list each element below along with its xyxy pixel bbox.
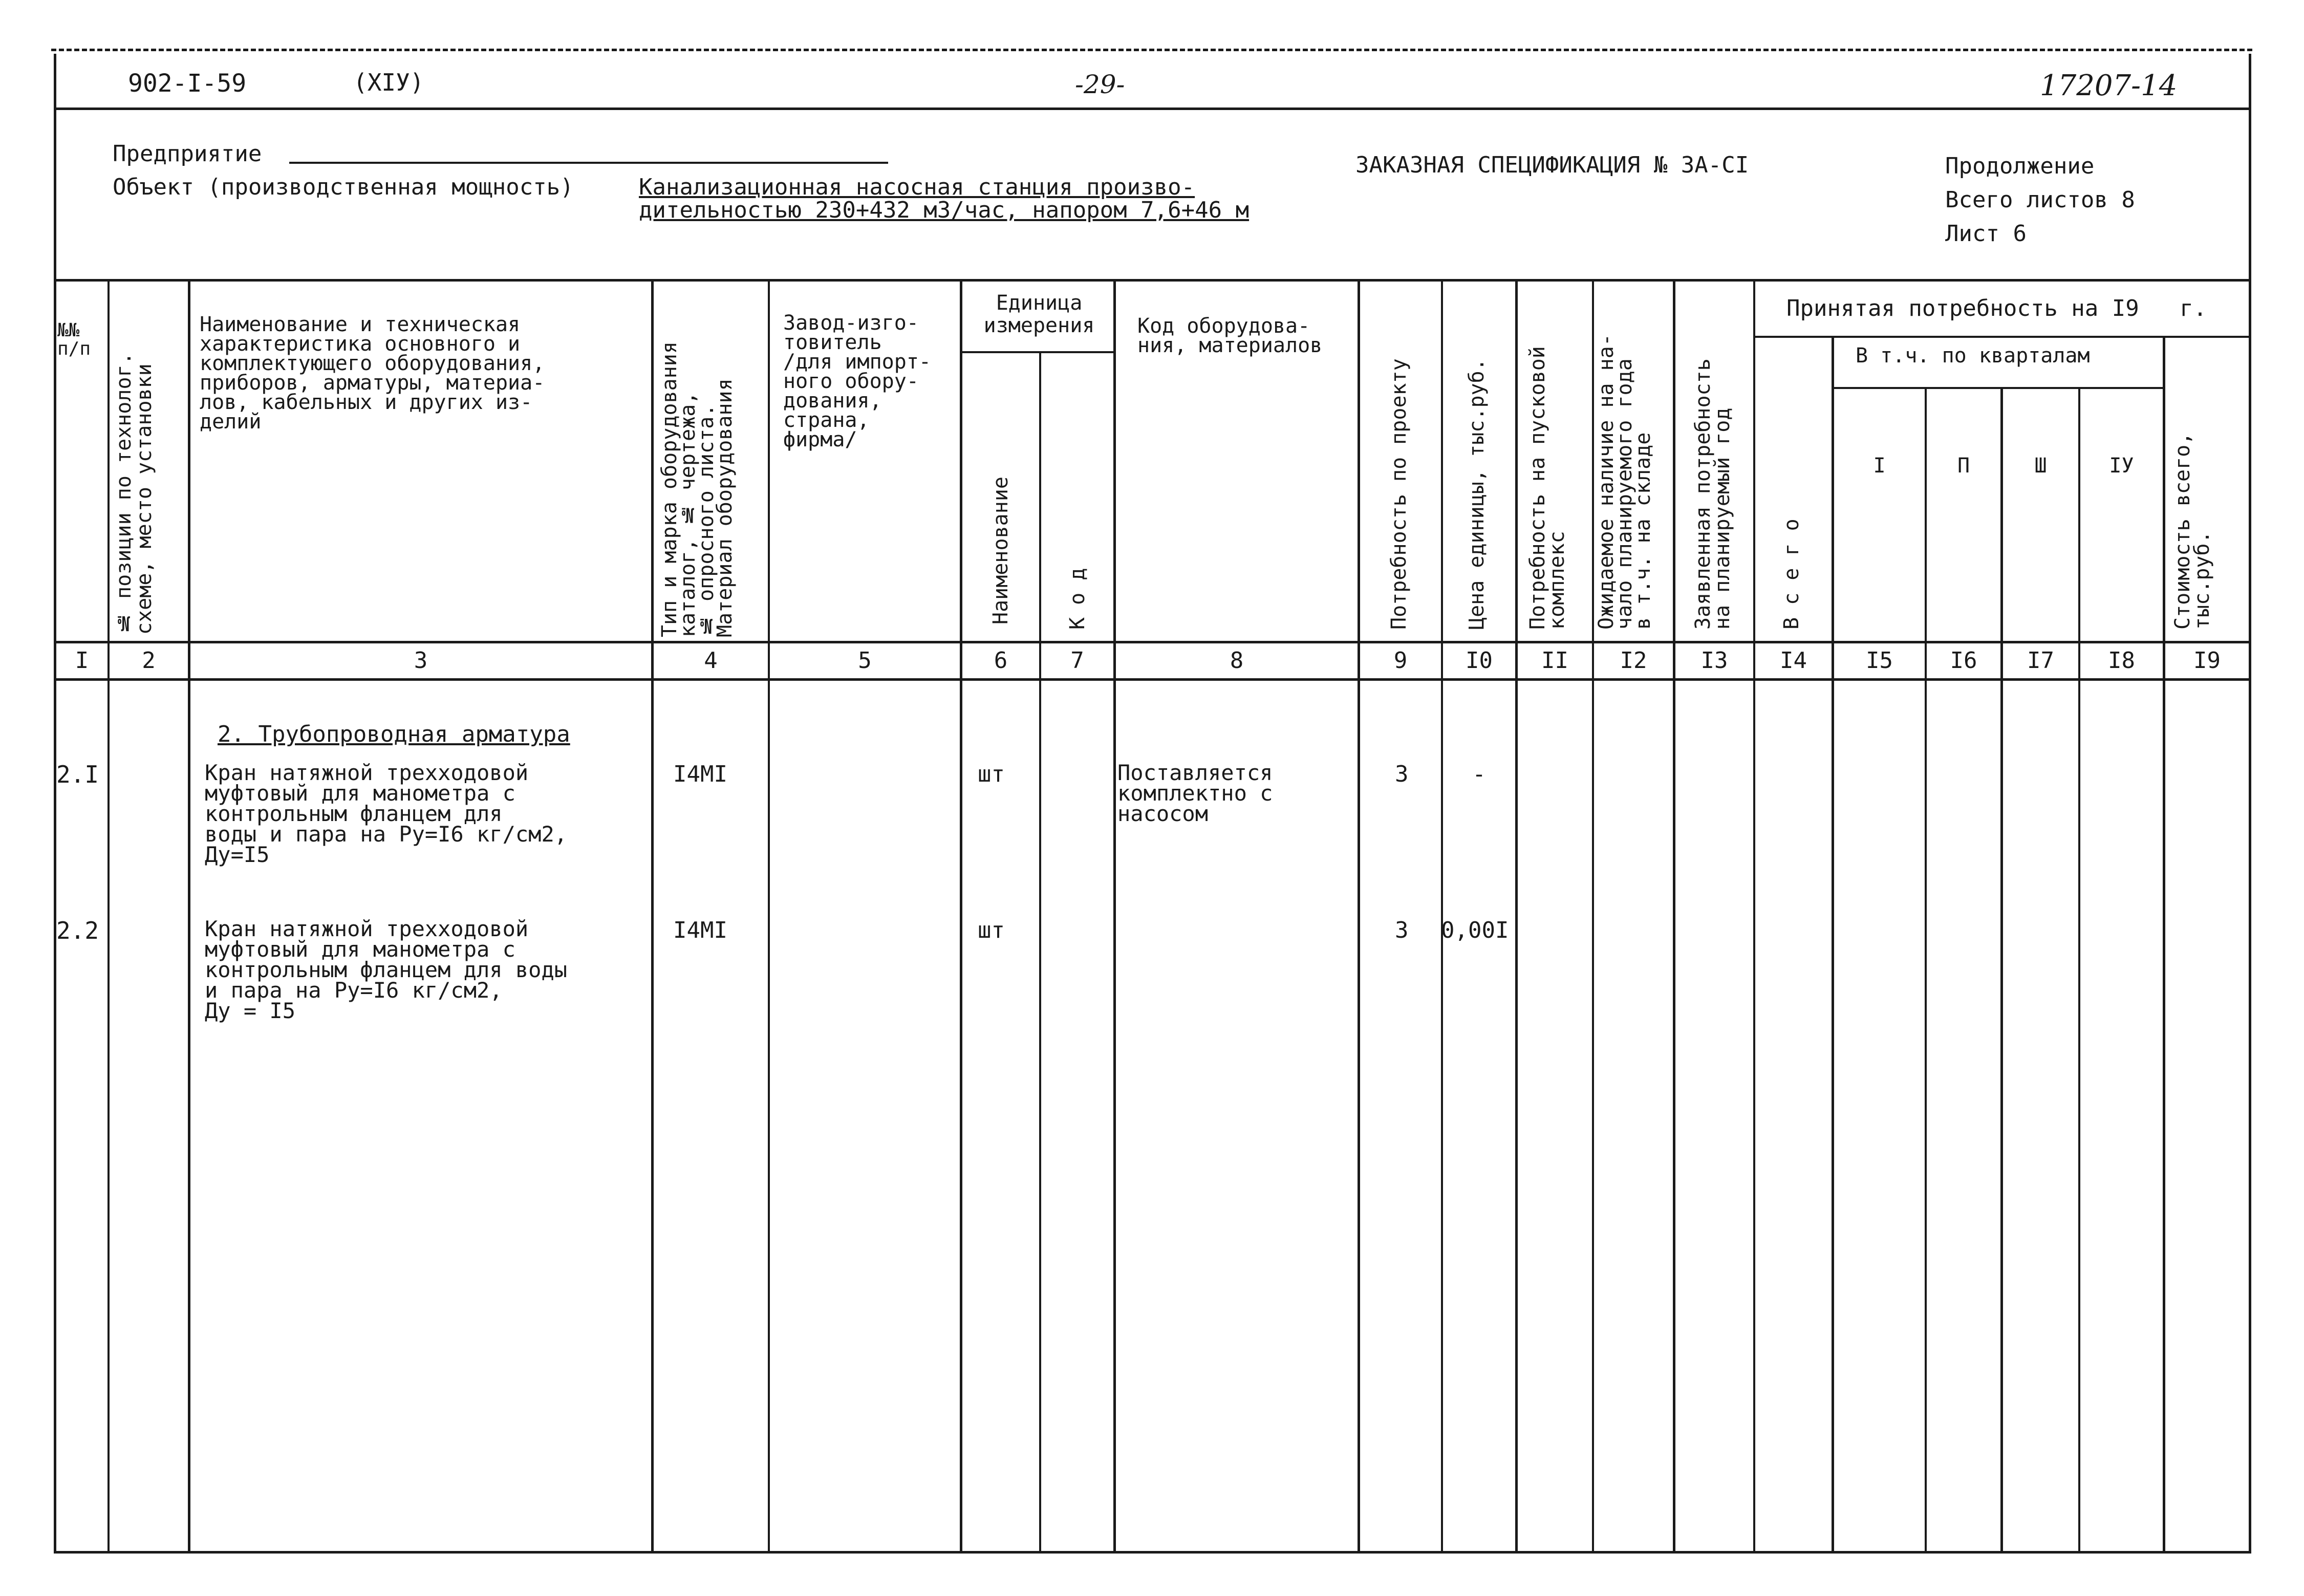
col-head-19: Стоимость всего, тыс.руб. (2171, 432, 2214, 630)
row-number: 2.2 (56, 917, 99, 944)
volume-code: (XIУ) (353, 69, 424, 96)
col-line-11 (1592, 279, 1594, 1552)
col-line-1 (107, 279, 110, 1552)
col-head-13: Заявленная потребность на планируемый год (1691, 358, 1734, 630)
col-number: 9 (1393, 648, 1408, 674)
numbers-row-rule (54, 678, 2251, 681)
enterprise-label: Предприятие (113, 141, 262, 167)
sheet-number: Лист 6 (1945, 221, 2027, 247)
col-number: 2 (142, 648, 156, 674)
col-number: 4 (704, 648, 718, 674)
top-dashed-rule (51, 49, 2252, 51)
enterprise-field-line (289, 162, 888, 164)
header-rule (54, 279, 2251, 282)
frame-bottom (54, 1551, 2251, 1554)
spec-title: ЗАКАЗНАЯ СПЕЦИФИКАЦИЯ № ЗА-СI (1355, 152, 1749, 178)
col-line-12 (1673, 279, 1675, 1552)
col-number: I2 (1620, 648, 1647, 674)
item-type: I4MI (673, 917, 727, 943)
object-label: Объект (производственная мощность) (113, 174, 574, 200)
quarters-group-head: В т.ч. по кварталам (1856, 344, 2090, 368)
item-type: I4MI (673, 761, 727, 787)
series-code: 902-I-59 (128, 69, 247, 98)
col-line-5 (960, 279, 962, 1552)
col-number: I5 (1866, 648, 1893, 674)
object-value: Канализационная насосная станция произво- дительностью 230+432 м3/час, напором 7,6+46 м (639, 174, 1250, 223)
unit-group-head: Единица измерения (983, 291, 1095, 337)
col-head-14: В с е г о (1780, 519, 1803, 630)
col-head-15: I (1873, 454, 1886, 478)
col-head-16: П (1957, 454, 1970, 478)
quarters-group-rule (1832, 387, 2164, 389)
col-line-4 (768, 279, 770, 1552)
col-line-7 (1113, 279, 1116, 1552)
col-line-2 (188, 279, 190, 1552)
col-head-5: Завод-изго- товитель /для импорт- ного обору- дования, страна, фирма/ (783, 311, 931, 451)
item-code: Поставляется комплектно с насосом (1117, 760, 1273, 826)
col-number: I (75, 648, 89, 674)
col-head-10: Цена единицы, тыс.руб. (1465, 358, 1489, 630)
section-title: 2. Трубопроводная арматура (218, 721, 570, 747)
page-number: -29- (1075, 70, 1125, 99)
col-head-8: Код оборудова- ния, материалов (1137, 314, 1323, 357)
item-unit: шт (978, 917, 1005, 943)
col-line-13 (1753, 279, 1755, 1552)
table-row (56, 760, 2249, 891)
title-bar-rule (54, 107, 2251, 110)
col-line-10 (1515, 279, 1518, 1552)
item-name: Кран натяжной трехходовой муфтовый для манометра с контрольным фланцем для воды и пара на Ру=I6 кг/см2, Ду=I5 (205, 760, 568, 867)
col-number: II (1541, 648, 1568, 674)
item-unit: шт (978, 761, 1005, 787)
col-head-7: К о д (1066, 568, 1089, 630)
col-number: 8 (1230, 648, 1244, 674)
col-number: 3 (414, 648, 428, 674)
col-head-18: IУ (2109, 454, 2134, 478)
col-number: I4 (1780, 648, 1807, 674)
col-line-3 (651, 279, 654, 1552)
item-qty: 3 (1395, 917, 1409, 943)
col-head-4: Тип и марка оборудования каталог, № чертежа, № опросного листа. Материал оборудования (658, 341, 737, 637)
col-number: 7 (1070, 648, 1084, 674)
col-head-9: Потребность по проекту (1387, 358, 1411, 630)
item-price: 0,00I (1441, 917, 1509, 943)
col-number: 6 (994, 648, 1008, 674)
col-number: I9 (2193, 648, 2221, 674)
col-head-17: Ш (2034, 454, 2047, 478)
item-qty: 3 (1395, 761, 1409, 787)
col-number: I0 (1466, 648, 1493, 674)
col-line-9 (1441, 279, 1443, 1552)
col-number: I3 (1700, 648, 1728, 674)
accepted-group-head: Принятая потребность на I9 г. (1786, 295, 2207, 321)
col-number: I6 (1950, 648, 1977, 674)
row-number: 2.I (56, 761, 99, 788)
column-head-rule (54, 641, 2251, 643)
col-head-12: Ожидаемое наличие на на- чало планируемого года в т.ч. на складе (1595, 334, 1655, 630)
col-head-3: Наименование и техническая характеристика основного и комплектующего оборудования, приборов, арматуры, материа- лов, кабельных и других из- делий (200, 313, 545, 434)
unit-group-rule (960, 351, 1116, 353)
total-sheets: Всего листов 8 (1945, 187, 2135, 213)
col-head-2: № позиции по технолог. схеме, место установки (112, 352, 156, 635)
continuation-label: Продолжение (1945, 153, 2095, 179)
col-number: I7 (2027, 648, 2054, 674)
col-head-11: Потребность на пусковой комплекс (1526, 346, 1569, 630)
col-number: 5 (858, 648, 872, 674)
col-head-6: Наименование (989, 477, 1013, 624)
inventory-number: 17207-14 (2040, 69, 2178, 102)
col-line-8 (1358, 279, 1360, 1552)
item-price: - (1472, 761, 1486, 787)
table-row (56, 916, 2249, 1047)
item-name: Кран натяжной трехходовой муфтовый для манометра с контрольным фланцем для воды и пара на Ру=I6 кг/см2, Ду = I5 (205, 916, 568, 1023)
accepted-group-rule (1753, 336, 2251, 338)
col-head-1: №№ п/п (57, 320, 91, 359)
col-number: I8 (2108, 648, 2135, 674)
